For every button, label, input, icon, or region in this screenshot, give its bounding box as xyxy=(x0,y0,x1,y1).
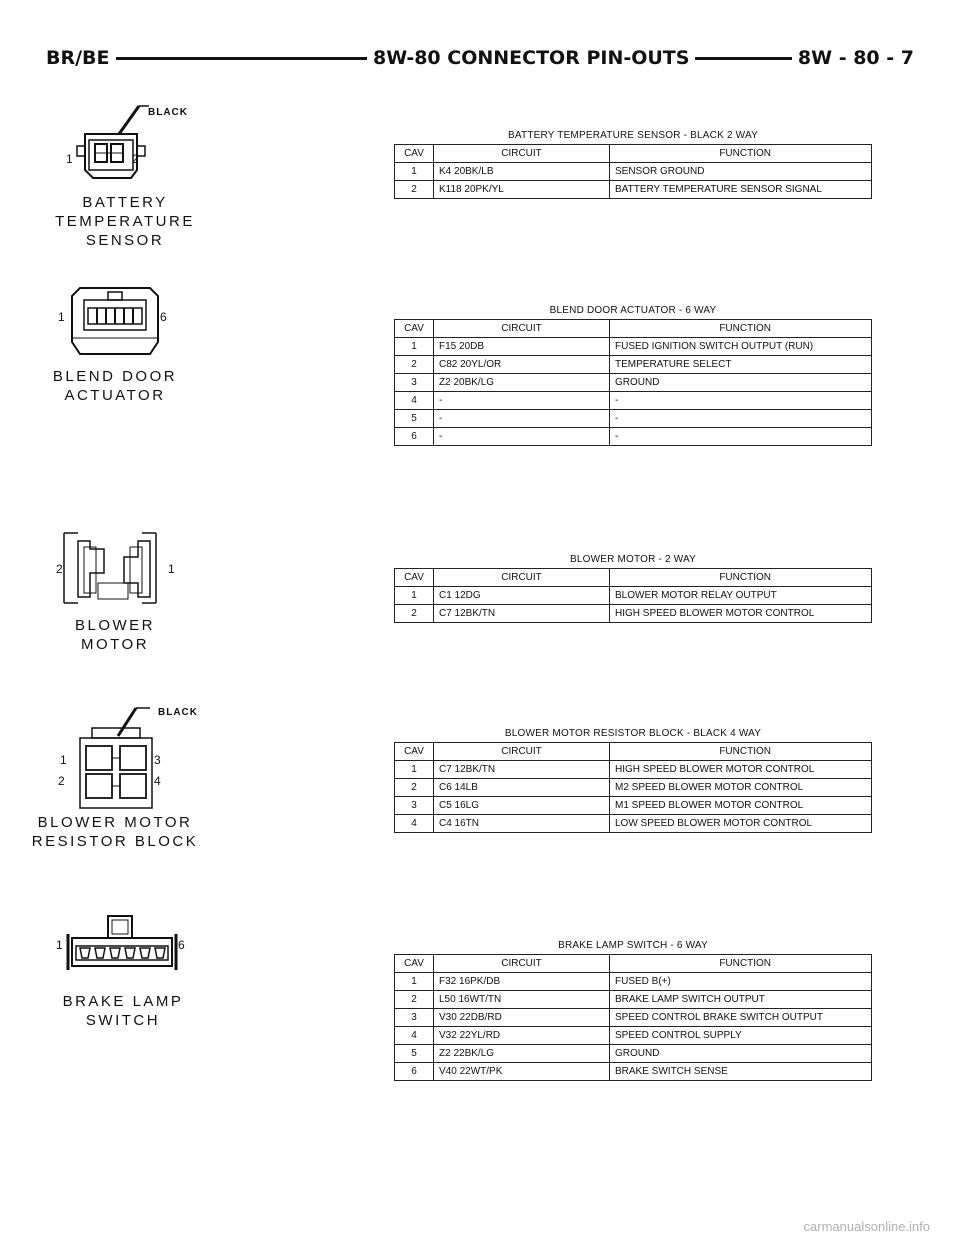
table-row xyxy=(395,410,872,428)
table-row xyxy=(395,1027,872,1045)
circuit-cell: K4 20BK/LB xyxy=(434,163,610,181)
cav-cell: 3 xyxy=(395,374,434,392)
cav-cell: 6 xyxy=(395,428,434,446)
circuit-cell: C6 14LB xyxy=(434,779,610,797)
label-line: BATTERY xyxy=(82,194,168,211)
brake-lamp-switch-connector-drawing xyxy=(62,912,182,972)
blower-motor-pin-right: 1 xyxy=(168,562,175,576)
blend-door-actuator-pin-table xyxy=(394,319,872,446)
cav-cell: 1 xyxy=(395,338,434,356)
label-line: BLOWER xyxy=(74,617,155,634)
circuit-cell: L50 16WT/TN xyxy=(434,991,610,1009)
brake-lamp-switch-label xyxy=(38,992,208,1030)
cav-header: CAV xyxy=(395,320,434,338)
header-rule-left xyxy=(110,57,372,60)
circuit-cell: F32 16PK/DB xyxy=(434,973,610,991)
table-row xyxy=(395,973,872,991)
table-row xyxy=(395,392,872,410)
circuit-cell: C1 12DG xyxy=(434,587,610,605)
cav-cell: 2 xyxy=(395,181,434,199)
blower-motor-resistor-block-label xyxy=(30,813,200,851)
blower-motor-resistor-block-pin-table xyxy=(394,742,872,833)
battery-temperature-sensor-pin-left: 1 xyxy=(66,152,73,166)
circuit-cell: V30 22DB/RD xyxy=(434,1009,610,1027)
blend-door-actuator-label xyxy=(30,367,200,405)
resistor-block-pin-2: 2 xyxy=(58,774,65,788)
table-row xyxy=(395,356,872,374)
table-row xyxy=(395,761,872,779)
blend-door-actuator-pin-left: 1 xyxy=(58,310,65,324)
blend-door-actuator-title: BLEND DOOR ACTUATOR - 6 WAY xyxy=(549,305,717,316)
circuit-cell: V32 22YL/RD xyxy=(434,1027,610,1045)
function-cell: GROUND xyxy=(610,1045,872,1063)
header-page-number: 8W - 80 - 7 xyxy=(792,44,920,72)
resistor-block-pin-3: 3 xyxy=(154,753,161,767)
function-cell: SENSOR GROUND xyxy=(610,163,872,181)
blower-motor-pin-table xyxy=(394,568,872,623)
function-cell: SPEED CONTROL SUPPLY xyxy=(610,1027,872,1045)
table-row xyxy=(395,374,872,392)
circuit-header: CIRCUIT xyxy=(434,955,610,973)
table-row xyxy=(395,797,872,815)
function-cell: HIGH SPEED BLOWER MOTOR CONTROL xyxy=(610,761,872,779)
label-line: SWITCH xyxy=(85,1012,161,1029)
table-header-row xyxy=(395,743,872,761)
function-cell: BRAKE LAMP SWITCH OUTPUT xyxy=(610,991,872,1009)
blower-motor-title: BLOWER MOTOR - 2 WAY xyxy=(569,554,697,565)
function-cell: HIGH SPEED BLOWER MOTOR CONTROL xyxy=(610,605,872,623)
circuit-cell: - xyxy=(434,428,610,446)
table-row xyxy=(395,605,872,623)
cav-cell: 4 xyxy=(395,815,434,833)
table-row xyxy=(395,1009,872,1027)
label-line: BRAKE LAMP xyxy=(62,993,184,1010)
cav-cell: 6 xyxy=(395,1063,434,1081)
circuit-header: CIRCUIT xyxy=(434,569,610,587)
function-cell: BRAKE SWITCH SENSE xyxy=(610,1063,872,1081)
cav-cell: 2 xyxy=(395,779,434,797)
label-line: ACTUATOR xyxy=(64,387,166,404)
table-row xyxy=(395,1045,872,1063)
table-row xyxy=(395,338,872,356)
header-section-title: 8W-80 CONNECTOR PIN-OUTS xyxy=(367,44,695,72)
blower-motor-resistor-block-color-label: BLACK xyxy=(158,707,198,718)
function-cell: BLOWER MOTOR RELAY OUTPUT xyxy=(610,587,872,605)
label-line: BLEND DOOR xyxy=(52,368,178,385)
brake-lamp-switch-pin-right: 6 xyxy=(178,938,185,952)
blend-door-actuator-connector-drawing xyxy=(66,282,166,358)
blower-motor-connector-drawing xyxy=(58,527,168,607)
cav-header: CAV xyxy=(395,743,434,761)
table-row xyxy=(395,587,872,605)
function-cell: TEMPERATURE SELECT xyxy=(610,356,872,374)
cav-cell: 1 xyxy=(395,761,434,779)
table-header-row xyxy=(395,955,872,973)
table-row xyxy=(395,181,872,199)
cav-cell: 2 xyxy=(395,605,434,623)
function-header: FUNCTION xyxy=(610,569,872,587)
table-row xyxy=(395,428,872,446)
function-cell: FUSED B(+) xyxy=(610,973,872,991)
cav-header: CAV xyxy=(395,145,434,163)
circuit-header: CIRCUIT xyxy=(434,145,610,163)
cav-cell: 1 xyxy=(395,587,434,605)
function-header: FUNCTION xyxy=(610,743,872,761)
function-cell: GROUND xyxy=(610,374,872,392)
brake-lamp-switch-pin-left: 1 xyxy=(56,938,63,952)
cav-cell: 2 xyxy=(395,356,434,374)
circuit-cell: V40 22WT/PK xyxy=(434,1063,610,1081)
circuit-cell: F15 20DB xyxy=(434,338,610,356)
blower-motor-label xyxy=(30,616,200,654)
table-header-row xyxy=(395,320,872,338)
blend-door-actuator-pin-right: 6 xyxy=(160,310,167,324)
function-cell: BATTERY TEMPERATURE SENSOR SIGNAL xyxy=(610,181,872,199)
cav-cell: 5 xyxy=(395,1045,434,1063)
table-row xyxy=(395,1063,872,1081)
battery-temperature-sensor-pin-right: 2 xyxy=(132,152,139,166)
battery-temperature-sensor-label xyxy=(40,193,210,250)
cav-cell: 3 xyxy=(395,1009,434,1027)
circuit-header: CIRCUIT xyxy=(434,743,610,761)
circuit-cell: - xyxy=(434,410,610,428)
label-line: BLOWER MOTOR xyxy=(37,814,193,831)
resistor-block-pin-1: 1 xyxy=(60,753,67,767)
table-header-row xyxy=(395,569,872,587)
circuit-cell: C4 16TN xyxy=(434,815,610,833)
cav-cell: 2 xyxy=(395,991,434,1009)
function-cell: SPEED CONTROL BRAKE SWITCH OUTPUT xyxy=(610,1009,872,1027)
battery-temperature-sensor-pin-table xyxy=(394,144,872,199)
circuit-cell: - xyxy=(434,392,610,410)
table-row xyxy=(395,163,872,181)
label-line: TEMPERATURE xyxy=(55,213,195,230)
header-model: BR/BE xyxy=(40,44,116,72)
blower-motor-resistor-block-title: BLOWER MOTOR RESISTOR BLOCK - BLACK 4 WAY xyxy=(504,728,762,739)
circuit-header: CIRCUIT xyxy=(434,320,610,338)
cav-cell: 4 xyxy=(395,392,434,410)
function-cell: - xyxy=(610,428,872,446)
circuit-cell: K118 20PK/YL xyxy=(434,181,610,199)
table-header-row xyxy=(395,145,872,163)
function-cell: FUSED IGNITION SWITCH OUTPUT (RUN) xyxy=(610,338,872,356)
brake-lamp-switch-title: BRAKE LAMP SWITCH - 6 WAY xyxy=(558,940,708,951)
cav-cell: 4 xyxy=(395,1027,434,1045)
label-line: RESISTOR BLOCK xyxy=(31,833,199,850)
circuit-cell: Z2 22BK/LG xyxy=(434,1045,610,1063)
table-row xyxy=(395,991,872,1009)
function-header: FUNCTION xyxy=(610,955,872,973)
function-header: FUNCTION xyxy=(610,145,872,163)
circuit-cell: Z2 20BK/LG xyxy=(434,374,610,392)
resistor-block-pin-4: 4 xyxy=(154,774,161,788)
battery-temperature-sensor-color-label: BLACK xyxy=(148,107,188,118)
label-line: SENSOR xyxy=(85,232,165,249)
cav-cell: 3 xyxy=(395,797,434,815)
watermark-footer: carmanualsonline.info xyxy=(803,1219,930,1234)
brake-lamp-switch-pin-table xyxy=(394,954,872,1081)
table-row xyxy=(395,815,872,833)
label-line: MOTOR xyxy=(80,636,150,653)
cav-cell: 1 xyxy=(395,973,434,991)
circuit-cell: C7 12BK/TN xyxy=(434,605,610,623)
table-row xyxy=(395,779,872,797)
cav-cell: 5 xyxy=(395,410,434,428)
page-header xyxy=(40,44,920,74)
function-cell: - xyxy=(610,392,872,410)
function-cell: M1 SPEED BLOWER MOTOR CONTROL xyxy=(610,797,872,815)
function-cell: LOW SPEED BLOWER MOTOR CONTROL xyxy=(610,815,872,833)
cav-header: CAV xyxy=(395,955,434,973)
circuit-cell: C7 12BK/TN xyxy=(434,761,610,779)
battery-temperature-sensor-title: BATTERY TEMPERATURE SENSOR - BLACK 2 WAY xyxy=(508,130,758,141)
blower-motor-pin-left: 2 xyxy=(56,562,63,576)
function-cell: M2 SPEED BLOWER MOTOR CONTROL xyxy=(610,779,872,797)
function-cell: - xyxy=(610,410,872,428)
cav-header: CAV xyxy=(395,569,434,587)
circuit-cell: C82 20YL/OR xyxy=(434,356,610,374)
function-header: FUNCTION xyxy=(610,320,872,338)
cav-cell: 1 xyxy=(395,163,434,181)
circuit-cell: C5 16LG xyxy=(434,797,610,815)
